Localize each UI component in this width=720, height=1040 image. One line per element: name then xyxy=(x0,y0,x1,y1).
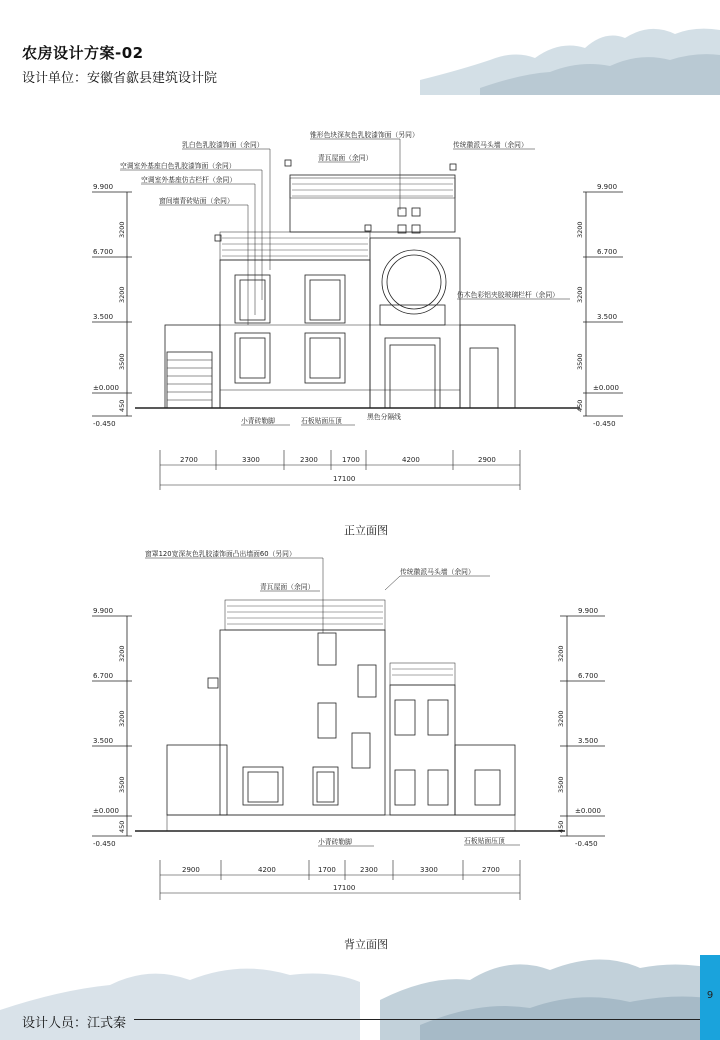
dimension-label: 2700 xyxy=(482,866,500,874)
total-dimension-label: 17100 xyxy=(333,475,356,483)
back-right-level-marks xyxy=(575,607,601,848)
level-label: 9.900 xyxy=(93,607,114,615)
annotation-label: 空调室外基座仿古栏杆（余同） xyxy=(141,176,237,184)
annotation-label: 空调室外基座白色乳胶漆饰面（余同） xyxy=(120,162,236,170)
level-label: -0.450 xyxy=(93,840,116,848)
dimension-label: 3300 xyxy=(242,456,260,464)
annotation-label: 窗罩120宽深灰色乳胶漆饰面凸出墙面60（另同） xyxy=(145,550,296,558)
back-building xyxy=(167,600,515,831)
dimension-label: 4200 xyxy=(402,456,420,464)
back-left-level-marks xyxy=(93,607,119,848)
annotation-label: 黑色分隔线 xyxy=(367,413,401,421)
level-label: ±0.000 xyxy=(93,807,119,815)
story-dim: 3200 xyxy=(576,221,584,238)
level-label: 6.700 xyxy=(93,672,114,680)
story-dim: 3500 xyxy=(118,776,126,793)
level-label: 3.500 xyxy=(578,737,599,745)
annotation-label: 石板贴面压顶 xyxy=(464,837,505,845)
story-dim: 450 xyxy=(576,399,584,412)
annotation-label: 乳白色乳胶漆饰面（余同） xyxy=(182,141,264,149)
story-dim: 3500 xyxy=(118,353,126,370)
annotation-label: 传统徽派马头墙（余同） xyxy=(453,141,528,149)
story-dim: 450 xyxy=(557,820,565,833)
annotation-label: 锥形色块深灰色乳胶漆饰面（另同） xyxy=(310,131,419,139)
story-dim: 3500 xyxy=(557,776,565,793)
dimension-label: 1700 xyxy=(318,866,336,874)
level-label: 9.900 xyxy=(597,183,618,191)
level-label: 3.500 xyxy=(93,737,114,745)
back-elevation-caption: 背立面图 xyxy=(344,938,388,951)
level-label: -0.450 xyxy=(593,420,616,428)
dimension-label: 2900 xyxy=(478,456,496,464)
level-label: 6.700 xyxy=(578,672,599,680)
level-label: ±0.000 xyxy=(93,384,119,392)
level-label: ±0.000 xyxy=(575,807,601,815)
level-label: 9.900 xyxy=(93,183,114,191)
dimension-label: 3300 xyxy=(420,866,438,874)
story-dim: 3200 xyxy=(118,710,126,727)
annotation-label: 窗间墙青砖贴面（余同） xyxy=(159,197,234,205)
level-label: -0.450 xyxy=(575,840,598,848)
level-label: ±0.000 xyxy=(593,384,619,392)
story-dim: 3500 xyxy=(576,353,584,370)
dimension-label: 2300 xyxy=(360,866,378,874)
level-label: -0.450 xyxy=(93,420,116,428)
dimension-label: 2700 xyxy=(180,456,198,464)
dimension-label: 1700 xyxy=(342,456,360,464)
dimension-label: 4200 xyxy=(258,866,276,874)
story-dim: 3200 xyxy=(118,645,126,662)
page-number: 9 xyxy=(706,990,714,1001)
total-dimension-label: 17100 xyxy=(333,884,356,892)
annotation-label: 小青砖勒脚 xyxy=(241,417,275,425)
level-label: 3.500 xyxy=(93,313,114,321)
page-title: 农房设计方案-02 xyxy=(22,44,144,62)
level-label: 3.500 xyxy=(597,313,618,321)
design-unit: 设计单位：安徽省歙县建筑设计院 xyxy=(22,71,218,86)
level-label: 6.700 xyxy=(597,248,618,256)
annotation-label: 仿木色彩铝夹胶玻璃栏杆（余同） xyxy=(457,291,559,299)
mountain-decoration-top xyxy=(420,0,720,95)
front-elevation-caption: 正立面图 xyxy=(344,524,388,537)
level-label: 9.900 xyxy=(578,607,599,615)
annotation-label: 青瓦屋面（余同） xyxy=(318,154,373,162)
story-dim: 3200 xyxy=(576,286,584,303)
footer-divider xyxy=(134,1019,700,1020)
story-dim: 3200 xyxy=(118,286,126,303)
front-elevation-drawing xyxy=(0,120,720,500)
back-dimension-chain xyxy=(160,860,520,900)
front-dimension-chain xyxy=(160,450,520,490)
dimension-label: 2300 xyxy=(300,456,318,464)
story-dim: 3200 xyxy=(557,710,565,727)
back-elevation-drawing xyxy=(0,545,720,910)
annotation-label: 石板贴面压顶 xyxy=(301,417,342,425)
dimension-label: 2900 xyxy=(182,866,200,874)
front-left-level-marks xyxy=(93,183,119,428)
annotation-label: 青瓦屋面（余同） xyxy=(260,583,315,591)
story-dim: 3200 xyxy=(557,645,565,662)
annotation-label: 小青砖勒脚 xyxy=(318,838,352,846)
designer-label: 设计人员：江式秦 xyxy=(22,1016,127,1031)
level-label: 6.700 xyxy=(93,248,114,256)
annotation-label: 传统徽派马头墙（余同） xyxy=(400,568,475,576)
front-right-level-marks xyxy=(593,183,619,428)
story-dim: 450 xyxy=(118,820,126,833)
story-dim: 3200 xyxy=(118,221,126,238)
story-dim: 450 xyxy=(118,399,126,412)
